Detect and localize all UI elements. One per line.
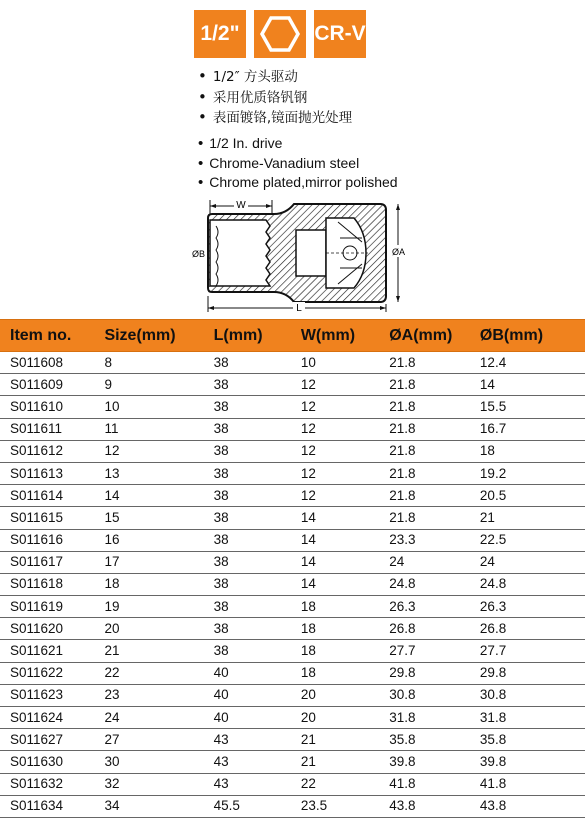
length-cell: 38 bbox=[214, 551, 301, 573]
item-no-cell: S011617 bbox=[0, 551, 104, 573]
diameter-b-cell: 19.2 bbox=[480, 462, 585, 484]
table-row bbox=[0, 773, 585, 795]
diameter-a-cell: 21.8 bbox=[389, 507, 480, 529]
item-no-cell: S011611 bbox=[0, 418, 104, 440]
table-row bbox=[0, 529, 585, 551]
length-cell: 38 bbox=[214, 640, 301, 662]
length-cell: 38 bbox=[214, 485, 301, 507]
features-chinese bbox=[198, 67, 352, 129]
diameter-b-cell: 43.8 bbox=[480, 795, 585, 817]
length-cell: 38 bbox=[214, 374, 301, 396]
table-row bbox=[0, 374, 585, 396]
header-diameter-a: ØA(mm) bbox=[389, 320, 480, 352]
table-row bbox=[0, 618, 585, 640]
table-row bbox=[0, 507, 585, 529]
table-row bbox=[0, 440, 585, 462]
diameter-a-cell: 21.8 bbox=[389, 418, 480, 440]
size-cell: 23 bbox=[104, 684, 213, 706]
width-cell: 12 bbox=[301, 396, 389, 418]
diameter-a-cell: 29.8 bbox=[389, 662, 480, 684]
table-row bbox=[0, 462, 585, 484]
item-no-cell: S011614 bbox=[0, 485, 104, 507]
item-no-cell: S011608 bbox=[0, 352, 104, 374]
length-cell: 38 bbox=[214, 507, 301, 529]
diameter-a-cell: 21.8 bbox=[389, 352, 480, 374]
length-cell: 38 bbox=[214, 573, 301, 595]
table-row bbox=[0, 573, 585, 595]
table-header-row bbox=[0, 320, 585, 352]
diameter-b-cell: 35.8 bbox=[480, 729, 585, 751]
diameter-a-cell: 43.8 bbox=[389, 795, 480, 817]
table-row bbox=[0, 662, 585, 684]
length-cell: 38 bbox=[214, 418, 301, 440]
feature-cn-2: • 采用优质铬钒钢 bbox=[198, 88, 352, 109]
size-cell: 16 bbox=[104, 529, 213, 551]
table-row bbox=[0, 707, 585, 729]
size-cell: 24 bbox=[104, 707, 213, 729]
diameter-a-cell: 27.7 bbox=[389, 640, 480, 662]
diameter-a-cell: 24.8 bbox=[389, 573, 480, 595]
table-row bbox=[0, 352, 585, 374]
length-cell: 38 bbox=[214, 596, 301, 618]
length-cell: 38 bbox=[214, 462, 301, 484]
table-row bbox=[0, 396, 585, 418]
label-l: L bbox=[296, 303, 302, 314]
hexagon-icon bbox=[258, 14, 302, 54]
feature-cn-1: • 1/2″ 方头驱动 bbox=[198, 67, 352, 88]
diameter-b-cell: 39.8 bbox=[480, 751, 585, 773]
table-row bbox=[0, 729, 585, 751]
diameter-b-cell: 41.8 bbox=[480, 773, 585, 795]
size-cell: 34 bbox=[104, 795, 213, 817]
spec-badges bbox=[194, 10, 366, 58]
length-cell: 40 bbox=[214, 707, 301, 729]
item-no-cell: S011609 bbox=[0, 374, 104, 396]
item-no-cell: S011612 bbox=[0, 440, 104, 462]
diameter-a-cell: 21.8 bbox=[389, 396, 480, 418]
length-cell: 43 bbox=[214, 729, 301, 751]
diameter-a-cell: 26.3 bbox=[389, 596, 480, 618]
width-cell: 12 bbox=[301, 462, 389, 484]
drive-size-badge: 1/2" bbox=[194, 10, 246, 58]
length-cell: 40 bbox=[214, 684, 301, 706]
length-cell: 38 bbox=[214, 396, 301, 418]
diameter-a-cell: 41.8 bbox=[389, 773, 480, 795]
header-size: Size(mm) bbox=[104, 320, 213, 352]
size-cell: 8 bbox=[104, 352, 213, 374]
socket-cross-section-diagram bbox=[190, 192, 410, 314]
size-cell: 19 bbox=[104, 596, 213, 618]
diameter-a-cell: 24 bbox=[389, 551, 480, 573]
length-cell: 40 bbox=[214, 662, 301, 684]
diameter-b-cell: 16.7 bbox=[480, 418, 585, 440]
size-cell: 10 bbox=[104, 396, 213, 418]
diameter-a-cell: 23.3 bbox=[389, 529, 480, 551]
item-no-cell: S011613 bbox=[0, 462, 104, 484]
label-w: W bbox=[236, 200, 246, 211]
size-cell: 11 bbox=[104, 418, 213, 440]
item-no-cell: S011610 bbox=[0, 396, 104, 418]
width-cell: 21 bbox=[301, 751, 389, 773]
size-cell: 20 bbox=[104, 618, 213, 640]
width-cell: 20 bbox=[301, 707, 389, 729]
size-cell: 30 bbox=[104, 751, 213, 773]
width-cell: 18 bbox=[301, 596, 389, 618]
item-no-cell: S011623 bbox=[0, 684, 104, 706]
header-item-no: Item no. bbox=[0, 320, 104, 352]
item-no-cell: S011627 bbox=[0, 729, 104, 751]
size-cell: 9 bbox=[104, 374, 213, 396]
material-badge: CR-V bbox=[314, 10, 366, 58]
table-row bbox=[0, 684, 585, 706]
diameter-b-cell: 12.4 bbox=[480, 352, 585, 374]
width-cell: 21 bbox=[301, 729, 389, 751]
diameter-b-cell: 22.5 bbox=[480, 529, 585, 551]
width-cell: 20 bbox=[301, 684, 389, 706]
width-cell: 12 bbox=[301, 485, 389, 507]
item-no-cell: S011620 bbox=[0, 618, 104, 640]
feature-en-3: • Chrome plated,mirror polished bbox=[198, 173, 398, 193]
size-cell: 32 bbox=[104, 773, 213, 795]
length-cell: 38 bbox=[214, 618, 301, 640]
table-row bbox=[0, 485, 585, 507]
diameter-b-cell: 30.8 bbox=[480, 684, 585, 706]
length-cell: 38 bbox=[214, 352, 301, 374]
table-row bbox=[0, 418, 585, 440]
diameter-a-cell: 30.8 bbox=[389, 684, 480, 706]
label-a: ØA bbox=[392, 247, 406, 257]
label-b: ØB bbox=[192, 249, 206, 259]
width-cell: 18 bbox=[301, 618, 389, 640]
features-english bbox=[198, 134, 398, 193]
diameter-b-cell: 29.8 bbox=[480, 662, 585, 684]
diameter-b-cell: 14 bbox=[480, 374, 585, 396]
item-no-cell: S011634 bbox=[0, 795, 104, 817]
item-no-cell: S011619 bbox=[0, 596, 104, 618]
width-cell: 10 bbox=[301, 352, 389, 374]
header-length: L(mm) bbox=[214, 320, 301, 352]
size-cell: 13 bbox=[104, 462, 213, 484]
length-cell: 38 bbox=[214, 529, 301, 551]
table-row bbox=[0, 751, 585, 773]
size-cell: 18 bbox=[104, 573, 213, 595]
width-cell: 18 bbox=[301, 662, 389, 684]
diameter-a-cell: 39.8 bbox=[389, 751, 480, 773]
width-cell: 18 bbox=[301, 640, 389, 662]
table-row bbox=[0, 640, 585, 662]
diameter-b-cell: 15.5 bbox=[480, 396, 585, 418]
size-cell: 12 bbox=[104, 440, 213, 462]
diameter-b-cell: 24 bbox=[480, 551, 585, 573]
diameter-b-cell: 27.7 bbox=[480, 640, 585, 662]
item-no-cell: S011622 bbox=[0, 662, 104, 684]
length-cell: 43 bbox=[214, 773, 301, 795]
diameter-b-cell: 26.8 bbox=[480, 618, 585, 640]
diameter-b-cell: 20.5 bbox=[480, 485, 585, 507]
item-no-cell: S011618 bbox=[0, 573, 104, 595]
feature-en-1: • 1/2 In. drive bbox=[198, 134, 398, 154]
table-row bbox=[0, 795, 585, 817]
table-row bbox=[0, 596, 585, 618]
size-cell: 21 bbox=[104, 640, 213, 662]
diameter-b-cell: 31.8 bbox=[480, 707, 585, 729]
table-row bbox=[0, 551, 585, 573]
width-cell: 14 bbox=[301, 573, 389, 595]
width-cell: 12 bbox=[301, 374, 389, 396]
diameter-a-cell: 21.8 bbox=[389, 374, 480, 396]
specification-table bbox=[0, 319, 585, 818]
width-cell: 14 bbox=[301, 529, 389, 551]
length-cell: 38 bbox=[214, 440, 301, 462]
size-cell: 22 bbox=[104, 662, 213, 684]
diameter-a-cell: 26.8 bbox=[389, 618, 480, 640]
item-no-cell: S011630 bbox=[0, 751, 104, 773]
width-cell: 22 bbox=[301, 773, 389, 795]
hex-badge bbox=[254, 10, 306, 58]
length-cell: 45.5 bbox=[214, 795, 301, 817]
size-cell: 14 bbox=[104, 485, 213, 507]
diameter-b-cell: 24.8 bbox=[480, 573, 585, 595]
size-cell: 15 bbox=[104, 507, 213, 529]
header-diameter-b: ØB(mm) bbox=[480, 320, 585, 352]
size-cell: 27 bbox=[104, 729, 213, 751]
diameter-a-cell: 31.8 bbox=[389, 707, 480, 729]
diameter-b-cell: 26.3 bbox=[480, 596, 585, 618]
feature-cn-3: • 表面镀铬,镜面抛光处理 bbox=[198, 108, 352, 129]
diameter-a-cell: 21.8 bbox=[389, 440, 480, 462]
feature-en-2: • Chrome-Vanadium steel bbox=[198, 154, 398, 174]
width-cell: 23.5 bbox=[301, 795, 389, 817]
width-cell: 14 bbox=[301, 507, 389, 529]
header-width: W(mm) bbox=[301, 320, 389, 352]
width-cell: 12 bbox=[301, 418, 389, 440]
diameter-a-cell: 35.8 bbox=[389, 729, 480, 751]
item-no-cell: S011615 bbox=[0, 507, 104, 529]
item-no-cell: S011621 bbox=[0, 640, 104, 662]
item-no-cell: S011632 bbox=[0, 773, 104, 795]
item-no-cell: S011616 bbox=[0, 529, 104, 551]
table-body bbox=[0, 352, 585, 818]
size-cell: 17 bbox=[104, 551, 213, 573]
diameter-a-cell: 21.8 bbox=[389, 462, 480, 484]
diameter-b-cell: 18 bbox=[480, 440, 585, 462]
diameter-a-cell: 21.8 bbox=[389, 485, 480, 507]
length-cell: 43 bbox=[214, 751, 301, 773]
diameter-b-cell: 21 bbox=[480, 507, 585, 529]
width-cell: 14 bbox=[301, 551, 389, 573]
width-cell: 12 bbox=[301, 440, 389, 462]
item-no-cell: S011624 bbox=[0, 707, 104, 729]
